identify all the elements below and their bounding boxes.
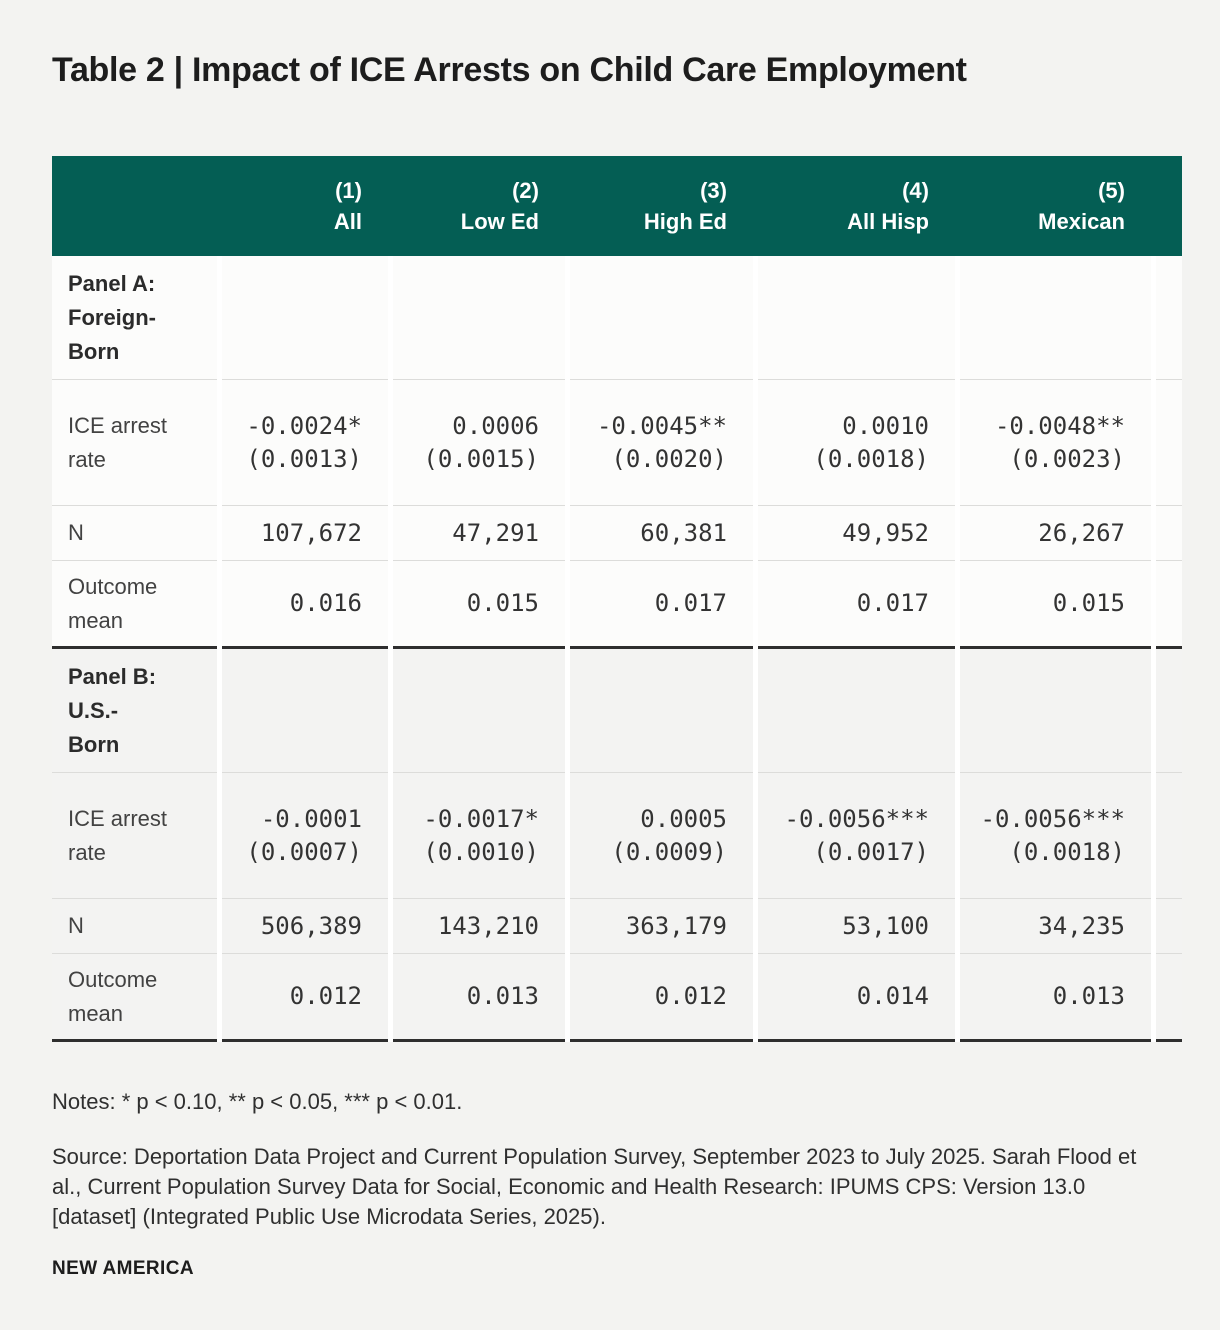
- coef-cell: [960, 773, 1151, 899]
- coef-row-label: ICE arrest rate: [68, 805, 168, 865]
- coef-cell: [393, 773, 565, 899]
- mean-cell: 0.016: [222, 561, 388, 649]
- mean-cell: 0.015: [393, 561, 565, 649]
- n-row-label: N: [68, 913, 84, 938]
- n-cell: 363,179: [570, 899, 753, 954]
- std-error: (0.0013): [246, 444, 362, 473]
- estimate: -0.0001: [260, 804, 362, 833]
- mean-row-label: Outcome mean: [68, 573, 158, 633]
- n-cell: 47,291: [393, 506, 565, 561]
- empty-cell: [570, 649, 753, 773]
- column-number: (4): [902, 178, 929, 203]
- std-error: (0.0015): [423, 444, 539, 473]
- mean-row-label: Outcome mean: [68, 966, 158, 1026]
- panel-a-coefficient-row: [52, 380, 1168, 506]
- coef-cell: [758, 380, 955, 506]
- column-header-all: [222, 156, 388, 256]
- std-error: (0.0018): [1009, 837, 1125, 866]
- n-cell: 107,672: [222, 506, 388, 561]
- empty-cell: [393, 256, 565, 380]
- column-number: (1): [335, 178, 362, 203]
- header-spacer-cell: [52, 156, 217, 256]
- new-america-wordmark: NEW AMERICA: [52, 1258, 194, 1279]
- row-label-cell: [52, 561, 217, 649]
- estimate: 0.0010: [842, 411, 929, 440]
- n-cell: 26,267: [960, 506, 1151, 561]
- column-label: All: [333, 209, 362, 234]
- empty-cell: [1156, 561, 1182, 649]
- n-cell: 53,100: [758, 899, 955, 954]
- panel-a-label-row: [52, 256, 1168, 380]
- empty-cell: [222, 256, 388, 380]
- row-label-cell: [52, 506, 217, 561]
- empty-cell: [1156, 256, 1182, 380]
- empty-cell: [1156, 649, 1182, 773]
- empty-cell: [222, 649, 388, 773]
- std-error: (0.0018): [813, 444, 929, 473]
- panel-b-coefficient-row: [52, 773, 1168, 899]
- column-header-high-ed: [570, 156, 753, 256]
- empty-cell: [1156, 954, 1182, 1042]
- estimate: -0.0024*: [246, 411, 362, 440]
- column-number: (5): [1098, 178, 1125, 203]
- estimate: -0.0017*: [423, 804, 539, 833]
- empty-cell: [758, 256, 955, 380]
- n-cell: 49,952: [758, 506, 955, 561]
- mean-cell: 0.015: [960, 561, 1151, 649]
- estimate: -0.0056***: [980, 804, 1125, 833]
- empty-cell: [393, 649, 565, 773]
- coef-cell: [758, 773, 955, 899]
- row-label-cell: [52, 954, 217, 1042]
- mean-cell: 0.013: [393, 954, 565, 1042]
- row-label-cell: [52, 773, 217, 899]
- n-cell: 60,381: [570, 506, 753, 561]
- empty-cell: [960, 256, 1151, 380]
- mean-cell: 0.014: [758, 954, 955, 1042]
- n-row-label: N: [68, 520, 84, 545]
- estimate: 0.0005: [640, 804, 727, 833]
- mean-cell: 0.012: [222, 954, 388, 1042]
- panel-a-label: Panel A: Foreign-Born: [68, 270, 156, 364]
- empty-cell: [1156, 899, 1182, 954]
- panel-b-label-row: [52, 649, 1168, 773]
- column-label: High Ed: [643, 209, 727, 234]
- table-title: Table 2 | Impact of ICE Arrests on Child Care Employment: [52, 51, 967, 89]
- mean-cell: 0.017: [570, 561, 753, 649]
- estimate: -0.0045**: [596, 411, 727, 440]
- std-error: (0.0020): [611, 444, 727, 473]
- std-error: (0.0007): [246, 837, 362, 866]
- coef-cell: [393, 380, 565, 506]
- column-number: (3): [700, 178, 727, 203]
- std-error: (0.0009): [611, 837, 727, 866]
- std-error: (0.0023): [1009, 444, 1125, 473]
- panel-b-label: Panel B: U.S.-Born: [68, 663, 157, 757]
- mean-cell: 0.012: [570, 954, 753, 1042]
- std-error: (0.0010): [423, 837, 539, 866]
- estimate: -0.0056***: [784, 804, 929, 833]
- n-cell: 34,235: [960, 899, 1151, 954]
- coef-row-label: ICE arrest rate: [68, 412, 168, 472]
- panel-b-outcome-mean-row: [52, 954, 1168, 1042]
- n-cell: 506,389: [222, 899, 388, 954]
- panel-a-n-row: [52, 506, 1168, 561]
- empty-cell: [960, 649, 1151, 773]
- column-header-all-hisp: [758, 156, 955, 256]
- coef-cell: [570, 380, 753, 506]
- panel-label-cell: [52, 649, 217, 773]
- results-table: [52, 156, 1168, 1042]
- column-number: (2): [512, 178, 539, 203]
- empty-cell: [570, 256, 753, 380]
- mean-cell: 0.017: [758, 561, 955, 649]
- empty-cell: [1156, 380, 1182, 506]
- column-header-mexican: [960, 156, 1151, 256]
- column-label: Low Ed: [460, 209, 539, 234]
- column-header-low-ed: [393, 156, 565, 256]
- coef-cell: [222, 773, 388, 899]
- empty-cell: [1156, 506, 1182, 561]
- column-label: All Hisp: [847, 209, 929, 234]
- estimate: -0.0048**: [994, 411, 1125, 440]
- std-error: (0.0017): [813, 837, 929, 866]
- table-header-row: [52, 156, 1168, 256]
- panel-label-cell: [52, 256, 217, 380]
- mean-cell: 0.013: [960, 954, 1151, 1042]
- source-citation: Source: Deportation Data Project and Current Population Survey, September 2023 to July 2025. Sarah Flood et al., Current Population Survey Data for Social, Economic and Health Research: IPUMS CPS: Version 13.0 [dataset] (Integrated Public Use Microdata Series, 2025).: [52, 1144, 1137, 1229]
- coef-cell: [222, 380, 388, 506]
- significance-notes: Notes: * p < 0.10, ** p < 0.05, *** p < 0.01.: [52, 1089, 463, 1114]
- coef-cell: [960, 380, 1151, 506]
- n-cell: 143,210: [393, 899, 565, 954]
- row-label-cell: [52, 899, 217, 954]
- header-end-cell: [1156, 156, 1182, 256]
- column-label: Mexican: [1038, 209, 1125, 234]
- coef-cell: [570, 773, 753, 899]
- row-label-cell: [52, 380, 217, 506]
- empty-cell: [1156, 773, 1182, 899]
- estimate: 0.0006: [452, 411, 539, 440]
- panel-b-n-row: [52, 899, 1168, 954]
- panel-a-outcome-mean-row: [52, 561, 1168, 649]
- empty-cell: [758, 649, 955, 773]
